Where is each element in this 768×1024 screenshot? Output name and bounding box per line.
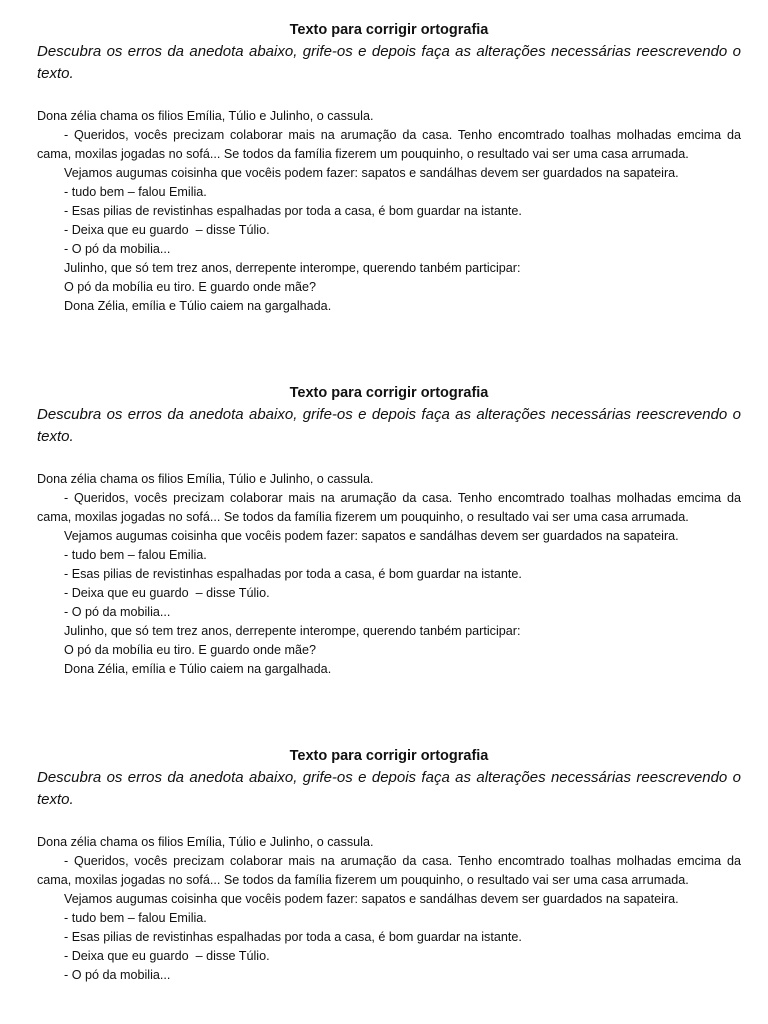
anecdote-line: Dona zélia chama os filios Emília, Túlio e Julinho, o cassula. [37, 835, 374, 849]
anecdote-text [37, 470, 741, 679]
worksheet-title: Texto para corrigir ortografia [289, 385, 489, 401]
anecdote-paragraph: - Queridos, vocês precizam colaborar mais na arumação da casa. Tenho encomtrado toalhas molhadas emcima da cama, moxilas jogadas no sofá... Se todos da família fizerem um pouquinho, o resultado vai ser uma casa arrumada. [37, 854, 741, 887]
anecdote-line: - O pó da mobilia... [64, 605, 171, 619]
worksheet-3 [37, 747, 741, 985]
anecdote-line: - Deixa que eu guardo – disse Túlio. [64, 223, 270, 237]
anecdote-line: - Esas pilias de revistinhas espalhadas por toda a casa, é bom guardar na istante. [64, 204, 522, 218]
worksheet-instruction: Descubra os erros da anedota abaixo, grife-os e depois faça as alterações necessárias reescrevendo o texto. [37, 406, 741, 445]
anecdote-line: - Esas pilias de revistinhas espalhadas por toda a casa, é bom guardar na istante. [64, 930, 522, 944]
anecdote-text [37, 833, 741, 985]
anecdote-paragraph: Vejamos augumas coisinha que vocêis podem fazer: sapatos e sandálhas devem ser guardados na sapateira. [64, 166, 679, 180]
worksheet-title: Texto para corrigir ortografia [289, 748, 489, 764]
anecdote-line: Dona zélia chama os filios Emília, Túlio e Julinho, o cassula. [37, 109, 374, 123]
anecdote-paragraph: - Queridos, vocês precizam colaborar mais na arumação da casa. Tenho encomtrado toalhas molhadas emcima da cama, moxilas jogadas no sofá... Se todos da família fizerem um pouquinho, o resultado vai ser uma casa arrumada. [37, 491, 741, 524]
worksheet-1 [37, 21, 741, 316]
worksheet-instruction: Descubra os erros da anedota abaixo, grife-os e depois faça as alterações necessárias reescrevendo o texto. [37, 43, 741, 82]
anecdote-line: Julinho, que só tem trez anos, derrepente interompe, querendo tanbém participar: [64, 624, 521, 638]
anecdote-line: Dona zélia chama os filios Emília, Túlio e Julinho, o cassula. [37, 472, 374, 486]
worksheet-instruction: Descubra os erros da anedota abaixo, grife-os e depois faça as alterações necessárias reescrevendo o texto. [37, 769, 741, 808]
anecdote-line: - O pó da mobilia... [64, 968, 171, 982]
anecdote-line: - tudo bem – falou Emilia. [64, 548, 207, 562]
anecdote-paragraph: Vejamos augumas coisinha que vocêis podem fazer: sapatos e sandálhas devem ser guardados na sapateira. [64, 529, 679, 543]
anecdote-line: - Esas pilias de revistinhas espalhadas por toda a casa, é bom guardar na istante. [64, 567, 522, 581]
anecdote-paragraph: - Queridos, vocês precizam colaborar mais na arumação da casa. Tenho encomtrado toalhas molhadas emcima da cama, moxilas jogadas no sofá... Se todos da família fizerem um pouquinho, o resultado vai ser uma casa arrumada. [37, 128, 741, 161]
worksheet-2 [37, 384, 741, 679]
anecdote-line: Dona Zélia, emília e Túlio caiem na gargalhada. [64, 299, 332, 313]
anecdote-line: - tudo bem – falou Emilia. [64, 911, 207, 925]
anecdote-line: Julinho, que só tem trez anos, derrepente interompe, querendo tanbém participar: [64, 261, 521, 275]
anecdote-paragraph: Vejamos augumas coisinha que vocêis podem fazer: sapatos e sandálhas devem ser guardados na sapateira. [64, 892, 679, 906]
anecdote-line: - Deixa que eu guardo – disse Túlio. [64, 586, 270, 600]
anecdote-line: - O pó da mobilia... [64, 242, 171, 256]
anecdote-line: O pó da mobília eu tiro. E guardo onde mãe? [64, 643, 317, 657]
anecdote-line: - tudo bem – falou Emilia. [64, 185, 207, 199]
anecdote-line: - Deixa que eu guardo – disse Túlio. [64, 949, 270, 963]
anecdote-line: Dona Zélia, emília e Túlio caiem na gargalhada. [64, 662, 332, 676]
worksheet-title: Texto para corrigir ortografia [289, 22, 489, 38]
anecdote-text [37, 107, 741, 316]
anecdote-line: O pó da mobília eu tiro. E guardo onde mãe? [64, 280, 317, 294]
